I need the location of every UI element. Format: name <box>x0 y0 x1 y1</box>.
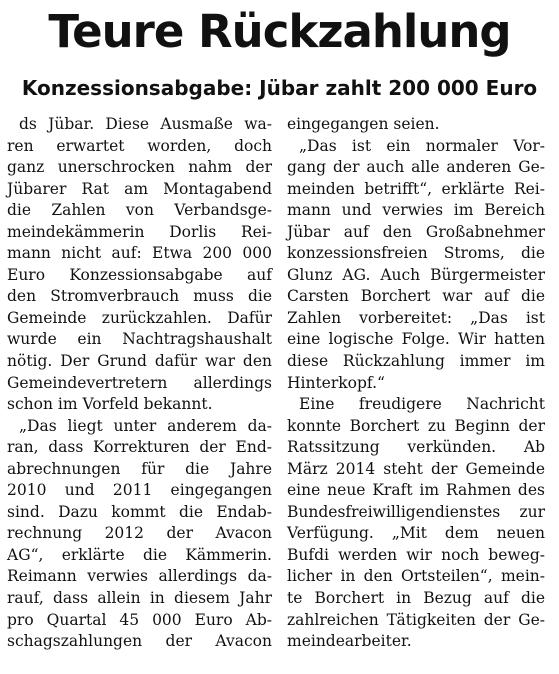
text-column-left <box>7 114 272 653</box>
text-line: gang der auch alle anderen Ge- <box>287 158 545 177</box>
text-line: März 2014 steht der Gemeinde <box>287 459 545 478</box>
text-line: Verfügung. „Mit dem neuen <box>287 524 545 543</box>
text-line: Glunz AG. Auch Bürgermeister <box>287 265 545 284</box>
text-line: eingegangen seien. <box>287 115 440 133</box>
text-line: Gemeindevertretern allerdings <box>7 373 272 392</box>
text-line: ganz unerschrocken nahm der <box>7 158 272 177</box>
text-line: meinden betrifft“, erklärte Rei- <box>287 179 545 198</box>
text-line: schagszahlungen der Avacon <box>7 632 272 651</box>
paragraph <box>7 114 272 416</box>
text-line: AG“, erklärte die Kämmerin. <box>7 545 272 564</box>
text-line: „Das ist ein normaler Vor- <box>299 136 545 155</box>
text-line: te Borchert in Bezug auf die <box>287 589 545 608</box>
text-line: konzessionsfreien Stroms, die <box>287 244 545 263</box>
paragraph <box>287 136 545 395</box>
text-line: meindekämmerin Dorlis Rei- <box>7 222 272 241</box>
text-line: mann nicht auf: Etwa 200 000 <box>7 244 272 263</box>
text-line: licher in den Ortsteilen“, mein- <box>287 567 545 586</box>
paragraph <box>287 394 545 653</box>
text-line: sind. Dazu kommt die Endab- <box>7 502 272 521</box>
text-line: rauf, dass allein in diesem Jahr <box>7 589 272 608</box>
text-line: Reimann verwies allerdings da- <box>7 567 272 586</box>
paragraph <box>287 114 545 136</box>
text-line: rechnung 2012 der Avacon <box>7 524 272 543</box>
paragraph <box>7 416 272 653</box>
text-line: Bufdi werden wir noch beweg- <box>287 545 545 564</box>
text-line: wurde ein Nachtragshaushalt <box>7 330 272 349</box>
text-line: eine logische Folge. Wir hatten <box>287 330 545 349</box>
text-line: eine neue Kraft im Rahmen des <box>287 481 545 500</box>
text-line: Ratssitzung verkünden. Ab <box>287 438 545 457</box>
subheadline: Konzessionsabgabe: Jübar zahlt 200 000 Euro <box>21 76 538 100</box>
text-line: schon im Vorfeld bekannt. <box>7 395 213 414</box>
text-line: den Stromverbrauch muss die <box>7 287 272 306</box>
text-line: Bundesfreiwilligendienstes zur <box>287 502 545 521</box>
text-line: Eine freudigere Nachricht <box>299 395 545 414</box>
text-line: Hinterkopf.“ <box>287 373 385 392</box>
text-line: „Das liegt unter anderem da- <box>19 416 272 435</box>
text-line: Euro Konzessionsabgabe auf <box>7 265 272 284</box>
text-line: diese Rückzahlung immer im <box>287 352 545 371</box>
text-line: Jübar auf den Großabnehmer <box>287 222 545 241</box>
text-line: ren erwartet worden, doch <box>7 136 272 155</box>
text-line: Jübarer Rat am Montagabend <box>7 179 272 198</box>
text-line: 2010 und 2011 eingegangen <box>7 481 272 500</box>
text-line: Carsten Borchert war auf die <box>287 287 545 306</box>
text-line: die Zahlen von Verbandsge- <box>7 201 272 220</box>
text-line: mann und verwies im Bereich <box>287 201 545 220</box>
text-column-right <box>287 114 545 653</box>
text-line: zahlreichen Tätigkeiten der Ge- <box>287 610 545 629</box>
headline: Teure Rückzahlung <box>48 5 511 58</box>
text-line: abrechnungen für die Jahre <box>7 459 272 478</box>
text-line: ran, dass Korrekturen der End- <box>7 438 272 457</box>
text-line: nötig. Der Grund dafür war den <box>7 352 272 371</box>
text-line: meindearbeiter. <box>287 632 412 651</box>
text-line: pro Quartal 45 000 Euro Ab- <box>7 610 272 629</box>
text-line: Zahlen vorbereitet: „Das ist <box>287 308 545 327</box>
text-line: konnte Borchert zu Beginn der <box>287 416 545 435</box>
text-line: Gemeinde zurückzahlen. Dafür <box>7 308 272 327</box>
text-line: ds Jübar. Diese Ausmaße wa- <box>19 115 272 133</box>
